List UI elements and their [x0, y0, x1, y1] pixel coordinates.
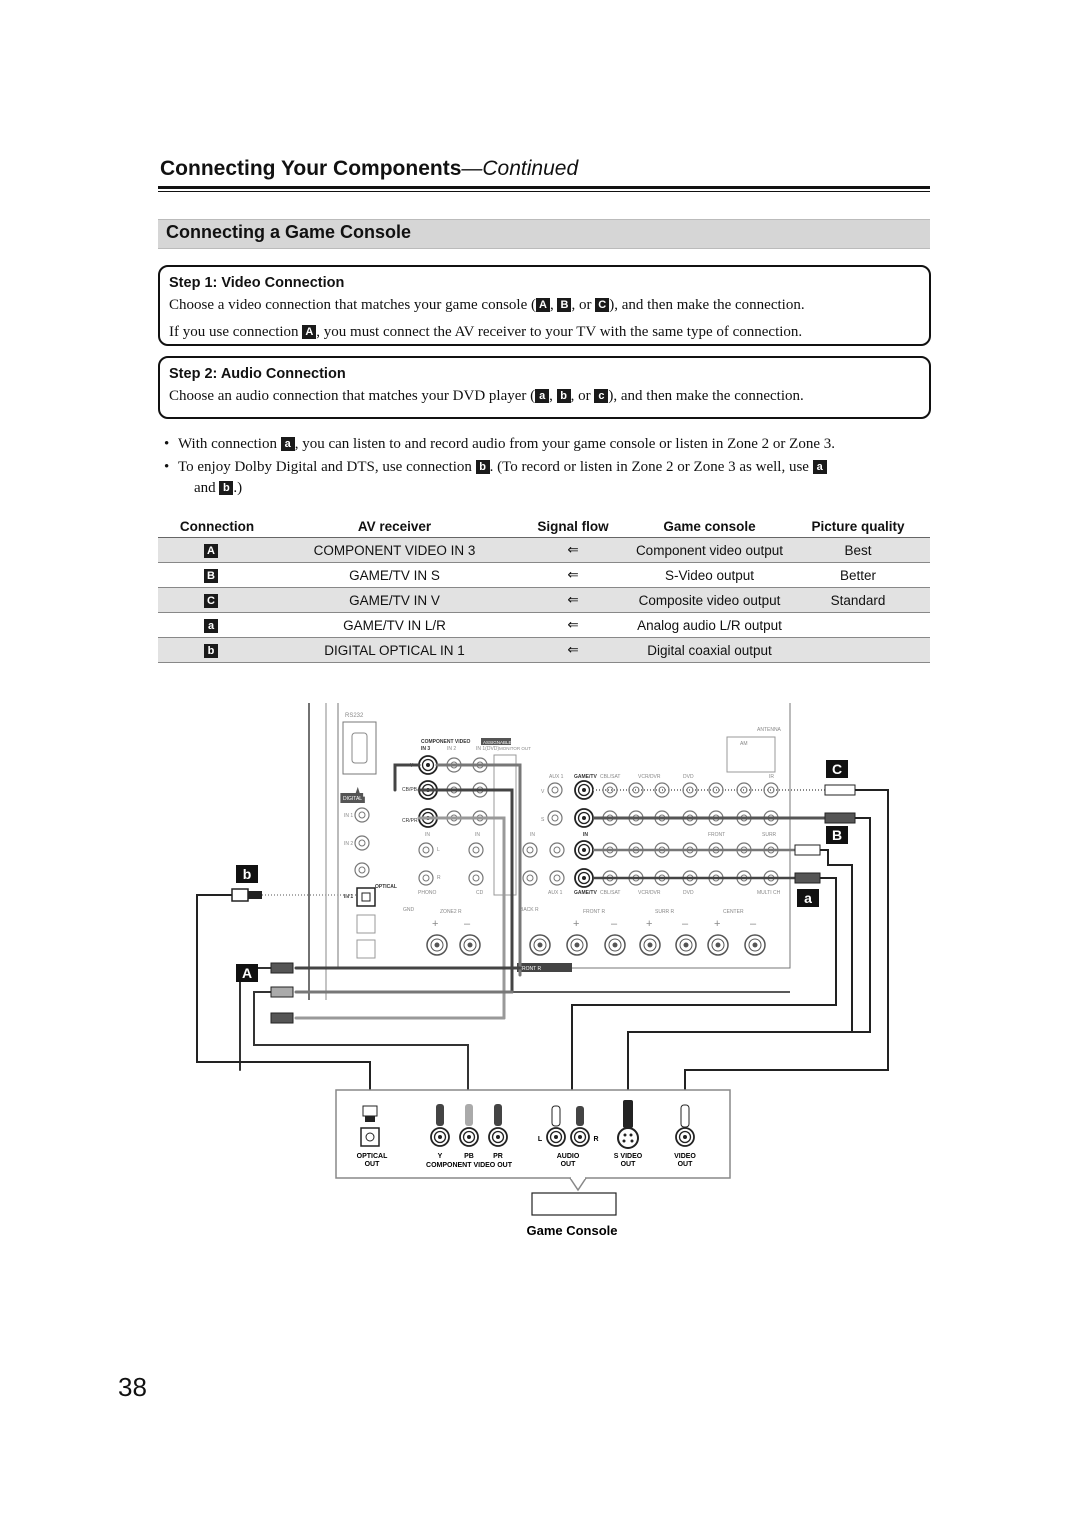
header-title-continued: —Continued — [461, 157, 579, 180]
monitor-out-label: MONITOR OUT — [499, 746, 531, 751]
in2-coax-label: IN 2 — [344, 841, 354, 847]
callout-b — [236, 865, 258, 883]
table-cell: Better — [786, 563, 930, 588]
badge-a: a — [535, 389, 549, 403]
table-cell: Composite video output — [633, 588, 786, 613]
signal-flow-arrow-icon: ⇐ — [513, 588, 633, 613]
plus-label: + — [432, 918, 439, 930]
table-cell: COMPONENT VIDEO IN 3 — [276, 538, 513, 563]
section-title: Connecting a Game Console — [166, 222, 412, 242]
game-console-panel — [336, 1090, 730, 1238]
table-header: Picture quality — [786, 515, 930, 538]
step1-line1-text-d: ), and then make the connection. — [609, 297, 805, 313]
receiver-rear-panel — [309, 703, 790, 1000]
center-label: CENTER — [723, 909, 744, 915]
badge-a: a — [813, 460, 827, 474]
console-component-out-label: COMPONENT VIDEO OUT — [426, 1162, 512, 1169]
dvd-label: DVD — [683, 774, 694, 780]
callout-C — [826, 760, 848, 778]
step1-line2-text-a: If you use connection — [169, 324, 303, 340]
badge-A: A — [536, 298, 550, 312]
step2-text-b: , — [549, 388, 557, 404]
table-cell: DIGITAL OPTICAL IN 1 — [276, 638, 513, 663]
cb-pb-label: CB/PB — [402, 787, 418, 793]
gnd-label: GND — [403, 907, 415, 913]
header-title-main: Connecting Your Components — [160, 157, 462, 180]
svg-text:B: B — [831, 827, 843, 843]
console-svideo-label: S VIDEO — [613, 1153, 643, 1160]
svg-text:A: A — [241, 965, 253, 981]
badge-b: b — [476, 460, 490, 474]
ir-label: IR — [769, 774, 774, 780]
svg-text:C: C — [831, 761, 843, 777]
badge-a: a — [281, 437, 295, 451]
table-cell: S-Video output — [633, 563, 786, 588]
bullet2-text-b: . (To record or listen in Zone 2 or Zone 3 as well, use — [489, 459, 813, 475]
back-r-label: BACK R — [520, 907, 539, 913]
bullet1-text-b: , you can listen to and record audio from your game console or listen in Zone 2 or Zone 3. — [294, 436, 835, 452]
signal-flow-arrow-icon: ⇐ — [513, 563, 633, 588]
am-label: AM — [740, 741, 748, 747]
game-console-label: Game Console — [526, 1223, 618, 1238]
cable-analog-audio — [572, 850, 852, 1100]
badge-C: C — [204, 594, 218, 608]
step1-line1-text-c: , or — [571, 297, 596, 313]
cd-label: CD — [476, 890, 484, 896]
game-console-icon — [532, 1193, 616, 1215]
callout-A — [236, 964, 258, 982]
console-video-label: VIDEO — [674, 1153, 696, 1160]
rs232-label: RS232 — [345, 713, 364, 719]
step2-text-d: ), and then make the connection. — [608, 388, 804, 404]
dvd-label-2: DVD — [683, 890, 694, 896]
bullet-dot-icon: • — [164, 459, 170, 475]
bullet2-text-d: .) — [233, 480, 243, 496]
optical-label: OPTICAL — [375, 884, 397, 890]
bullet2-text-c: and — [194, 480, 220, 496]
callout-a — [797, 889, 819, 907]
badge-B: B — [204, 569, 218, 583]
in-label: IN — [530, 832, 535, 838]
console-audio-out-label: OUT — [560, 1161, 576, 1168]
badge-B: B — [557, 298, 571, 312]
antenna-label: ANTENNA — [757, 727, 781, 733]
minus-label: – — [464, 918, 471, 930]
step2-text-c: , or — [570, 388, 595, 404]
surr-label: SURR — [762, 832, 777, 838]
table-cell: Best — [786, 538, 930, 563]
table-header: Signal flow — [513, 515, 633, 538]
multi-ch-label: MULTI CH — [757, 890, 781, 896]
in-label-game: IN — [583, 832, 588, 838]
console-y-label: Y — [437, 1153, 443, 1160]
table-cell: GAME/TV IN L/R — [276, 613, 513, 638]
console-optical-label: OPTICAL — [356, 1153, 388, 1160]
step2-title: Step 2: Audio Connection — [169, 366, 346, 382]
table-header: AV receiver — [276, 515, 513, 538]
in-label: IN — [475, 832, 480, 838]
game-tv-label-2: GAME/TV — [574, 890, 597, 896]
step2-text-a: Choose an audio connection that matches your DVD player ( — [169, 388, 536, 404]
signal-flow-arrow-icon: ⇐ — [513, 613, 633, 638]
front-label: FRONT — [708, 832, 726, 838]
table-cell: Digital coaxial output — [633, 638, 786, 663]
bullet-dot-icon: • — [164, 436, 170, 452]
aux1-label-2: AUX 1 — [548, 890, 563, 896]
plus-label: + — [646, 918, 653, 930]
console-optical-out-label: OUT — [364, 1161, 380, 1168]
vcr-dvr-label-2: VCR/DVR — [638, 890, 661, 896]
phono-label: PHONO — [418, 890, 437, 896]
callout-B — [826, 826, 848, 844]
front-ir-label: FRONT R — [519, 966, 542, 972]
r-label: R — [437, 875, 441, 881]
badge-c: c — [594, 389, 608, 403]
table-cell: Analog audio L/R output — [633, 613, 786, 638]
console-audio-label: AUDIO — [556, 1153, 580, 1160]
badge-b: b — [557, 389, 571, 403]
badge-b: b — [204, 644, 218, 658]
plus-label: + — [714, 918, 721, 930]
badge-A: A — [204, 544, 218, 558]
console-l-label: L — [537, 1136, 543, 1143]
table-header: Game console — [633, 515, 786, 538]
optical-in1-label: IN 1 — [344, 894, 354, 900]
signal-flow-arrow-icon: ⇐ — [513, 538, 633, 563]
v-label: V — [541, 789, 545, 795]
svg-text:b: b — [242, 866, 252, 882]
step1-title: Step 1: Video Connection — [169, 275, 345, 291]
cr-pr-label: CR/PR — [402, 818, 418, 824]
s-label: S — [541, 817, 545, 823]
front-r-label: FRONT R — [583, 909, 606, 915]
in3-label: IN 3 — [421, 746, 431, 752]
cbl-sat-label: CBL/SAT — [600, 774, 621, 780]
console-pb-label: PB — [464, 1153, 474, 1160]
badge-b: b — [219, 481, 233, 495]
component-video-label: COMPONENT VIDEO — [421, 739, 471, 745]
table-cell: GAME/TV IN S — [276, 563, 513, 588]
minus-label: – — [682, 918, 689, 930]
minus-label: – — [611, 918, 618, 930]
step1-line2-text-b: , you must connect the AV receiver to your TV with the same type of connection. — [316, 324, 803, 340]
step1-line1-text-a: Choose a video connection that matches your game console ( — [169, 297, 536, 313]
l-label: L — [437, 847, 440, 853]
minus-label: – — [750, 918, 757, 930]
game-tv-label: GAME/TV — [574, 774, 597, 780]
in1-coax-label: IN 1 — [344, 813, 354, 819]
vcr-dvr-label: VCR/DVR — [638, 774, 661, 780]
table-cell: GAME/TV IN V — [276, 588, 513, 613]
page-number: 38 — [118, 1372, 147, 1402]
surr-r-label: SURR R — [655, 909, 675, 915]
zone2-r-label: ZONE2 R — [440, 909, 462, 915]
aux1-label: AUX 1 — [549, 774, 564, 780]
table-header: Connection — [158, 515, 276, 538]
console-svideo-out-label: OUT — [620, 1161, 636, 1168]
step1-line1-text-b: , — [549, 297, 558, 313]
bullet1-text-a: With connection — [178, 436, 281, 452]
svg-text:a: a — [804, 890, 812, 906]
console-r-label: R — [593, 1136, 599, 1143]
badge-A: A — [302, 325, 316, 339]
cbl-sat-label-2: CBL/SAT — [600, 890, 621, 896]
assignable-label: ASSIGNABLE — [483, 740, 512, 745]
console-video-out-label: OUT — [677, 1161, 693, 1168]
console-pr-label: PR — [493, 1153, 503, 1160]
plus-label: + — [573, 918, 580, 930]
badge-C: C — [595, 298, 609, 312]
in2-label: IN 2 — [447, 746, 457, 752]
digital-label: DIGITAL — [343, 796, 363, 802]
y-label: Y — [410, 763, 414, 769]
table-cell: Component video output — [633, 538, 786, 563]
signal-flow-arrow-icon: ⇐ — [513, 638, 633, 663]
bullet2-text-a: To enjoy Dolby Digital and DTS, use connection — [178, 459, 476, 475]
in-label: IN — [425, 832, 430, 838]
in1-dvd-label: IN 1(DVD) — [476, 746, 500, 752]
table-cell: Standard — [786, 588, 930, 613]
badge-a: a — [204, 619, 218, 633]
